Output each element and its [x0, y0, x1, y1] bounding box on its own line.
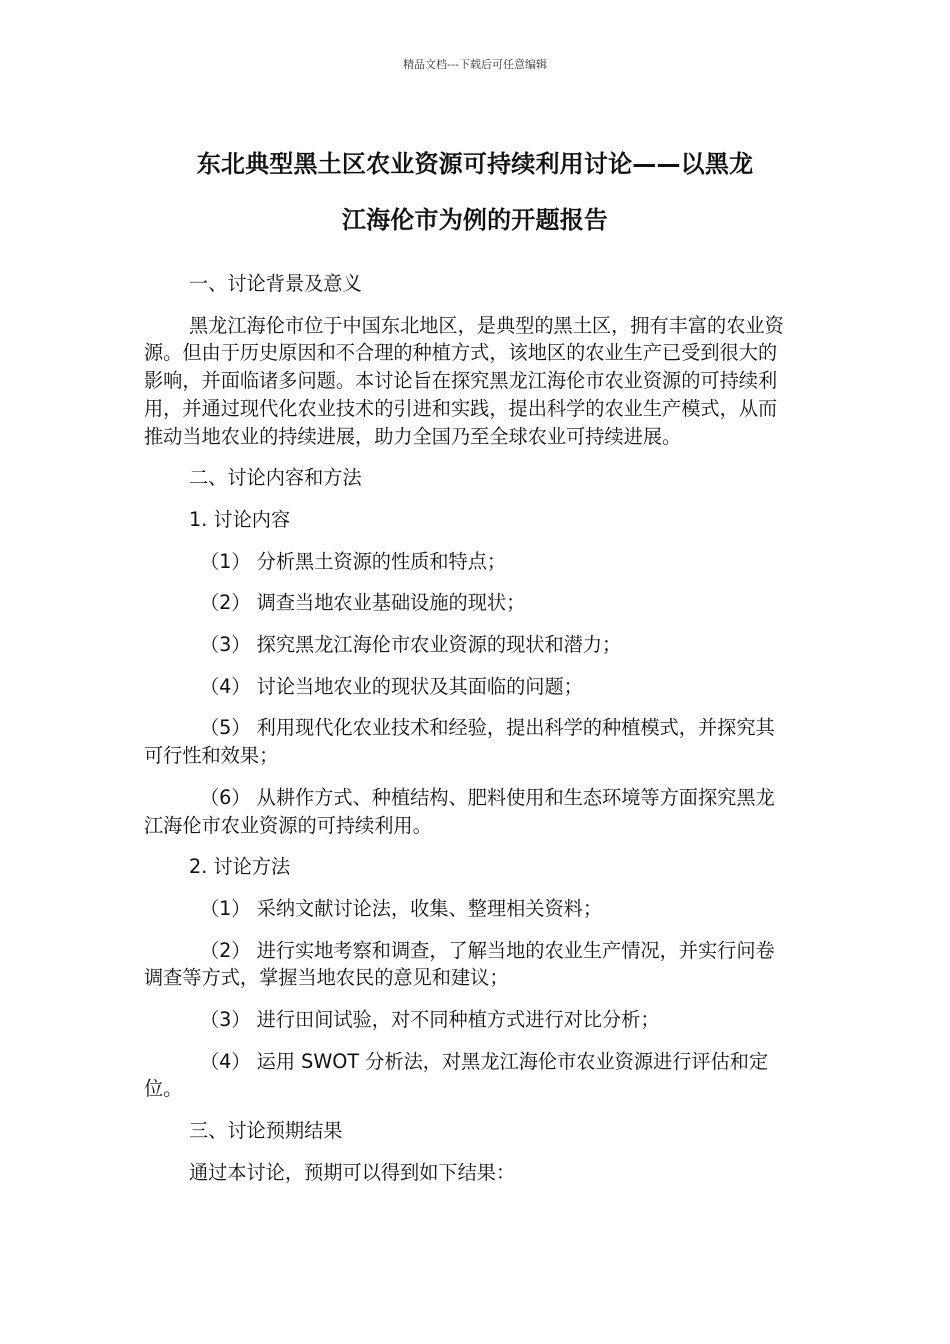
- list-item: （2） 进行实地考察和调查，了解当地的农业生产情况，并实行问卷调查等方式，掌握当地农民的意见和建议；: [144, 938, 775, 990]
- document-title: [143, 136, 807, 248]
- list-item: （4） 讨论当地农业的现状及其面临的问题；: [200, 674, 583, 698]
- section-heading-results: 三、讨论预期结果: [189, 1119, 343, 1143]
- section-heading-background: 一、讨论背景及意义: [189, 272, 362, 295]
- paragraph-results-intro: 通过本讨论，预期可以得到如下结果：: [189, 1160, 516, 1184]
- section-heading-content-methods: 二、讨论内容和方法: [189, 466, 362, 490]
- title-line-1: 东北典型黑土区农业资源可持续利用讨论——以黑龙: [196, 150, 754, 178]
- list-item: （4） 运用 SWOT 分析法，对黑龙江海伦市农业资源进行评估和定位。: [144, 1049, 769, 1101]
- list-item: （1） 采纳文献讨论法，收集、整理相关资料；: [200, 896, 603, 920]
- list-item: （2） 调查当地农业基础设施的现状；: [200, 591, 526, 615]
- list-item: （1） 分析黑土资源的性质和特点；: [200, 549, 507, 573]
- document-body: [144, 270, 792, 1201]
- title-line-2: 江海伦市为例的开题报告: [341, 206, 609, 234]
- list-item: （5） 利用现代化农业技术和经验，提出科学的种植模式，并探究其可行性和效果；: [144, 716, 775, 768]
- header-note: 精品文档---下载后可任意编辑: [403, 58, 547, 71]
- subheading-content: 1. 讨论内容: [189, 507, 291, 531]
- paragraph-background: 黑龙江海伦市位于中国东北地区，是典型的黑土区，拥有丰富的农业资源。但由于历史原因和不合理的种植方式，该地区的农业生产已受到很大的影响，并面临诸多问题。本讨论旨在探究黑龙江海伦市农业资源的可持续利用，并通过现代化农业技术的引进和实践，提出科学的农业生产模式，从而推动当地农业的持续进展，助力全国乃至全球农业可持续进展。: [144, 313, 784, 448]
- subheading-methods: 2. 讨论方法: [189, 855, 291, 879]
- list-item: （3） 进行田间试验，对不同种植方式进行对比分析；: [200, 1008, 660, 1032]
- list-item: （6） 从耕作方式、种植结构、肥料使用和生态环境等方面探究黑龙江海伦市农业资源的可持续利用。: [144, 785, 775, 837]
- list-item: （3） 探究黑龙江海伦市农业资源的现状和潜力；: [200, 633, 622, 657]
